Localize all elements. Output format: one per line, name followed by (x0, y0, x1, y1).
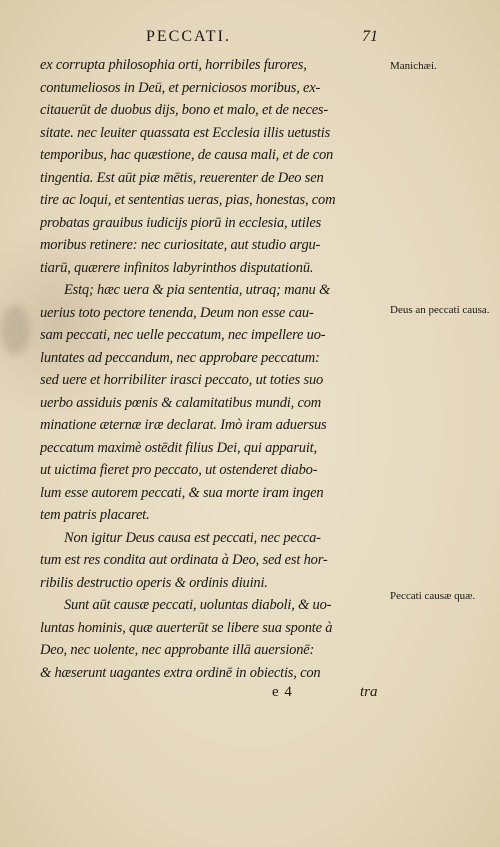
text-line: citauerūt de duobus dijs, bono et malo, et de neces- (40, 102, 328, 118)
text-line: sitate. nec leuiter quassata est Ecclesia illis uetustis (40, 124, 331, 141)
text-line: tingentia. Est aūt piæ mētis, reuerenter de Deo sen (40, 169, 324, 186)
text-line: sam peccati, nec uelle peccatum, nec impellere uo- (40, 327, 326, 343)
text-line: & hæserunt uagantes extra ordinē in obiectis, con (40, 664, 321, 681)
text-line: contumeliosos in Deū, et perniciosos moribus, ex- (40, 79, 321, 96)
page-number: 71 (362, 28, 378, 45)
margin-note: Manichæi. (390, 60, 437, 72)
text-line: tire ac loqui, et sententias ueras, pias, honestas, com (40, 192, 336, 208)
text-line: Estq; hæc uera & pia sententia, utraq; manu & (64, 282, 331, 298)
text-line: uerbo assiduis pœnis & calamitatibus mundi, com (40, 394, 322, 411)
margin-note: Peccati causæ quæ. (390, 590, 476, 602)
text-line: luntas hominis, quæ auerterūt se libere sua sponte à (40, 619, 333, 636)
text-line: Non igitur Deus causa est peccati, nec pecca- (64, 529, 321, 546)
running-head: PECCATI. (146, 28, 231, 45)
text-line: lum esse autorem peccati, & sua morte iram ingen (40, 484, 324, 501)
text-line: Deo, nec uolente, nec approbante illā auersionē: (40, 642, 315, 658)
margin-note: Deus an peccati causa. (390, 304, 490, 316)
text-line: minatione æternæ iræ declarat. Imò iram aduersus (40, 417, 327, 433)
text-line: temporibus, hac quæstione, de causa mali, et de con (40, 147, 334, 163)
text-line: sed uere et horribiliter irasci peccato, ut toties suo (40, 372, 324, 388)
text-line: ribilis destructio operis & ordinis diuini. (40, 574, 268, 591)
text-line: uerius toto pectore tenenda, Deum non esse cau- (40, 304, 314, 321)
text-line: peccatum maximè ostēdit filius Dei, qui apparuit, (40, 439, 317, 456)
text-line: Sunt aūt causæ peccati, uoluntas diaboli, & uo- (64, 597, 332, 613)
text-line: ut uictima fieret pro peccato, ut ostenderet diabo- (40, 462, 318, 478)
text-line: probatas grauibus iudicijs piorū in ecclesia, utiles (40, 214, 322, 231)
text-line: tiarū, quærere infinitos labyrinthos disputationū. (40, 259, 314, 276)
text-line: tem patris placaret. (40, 507, 150, 523)
text-line: ex corrupta philosophia orti, horribiles furores, (40, 57, 307, 73)
body-text (40, 54, 388, 684)
signature-mark: e 4 (272, 684, 293, 700)
text-line: luntates ad peccandum, nec approbare peccatum: (40, 349, 320, 366)
text-line: moribus retinere: nec curiositate, aut studio argu- (40, 237, 321, 253)
page-stain (0, 305, 30, 355)
text-line: tum est res condita aut ordinata à Deo, sed est hor- (40, 552, 328, 568)
catchword: tra (360, 684, 378, 700)
